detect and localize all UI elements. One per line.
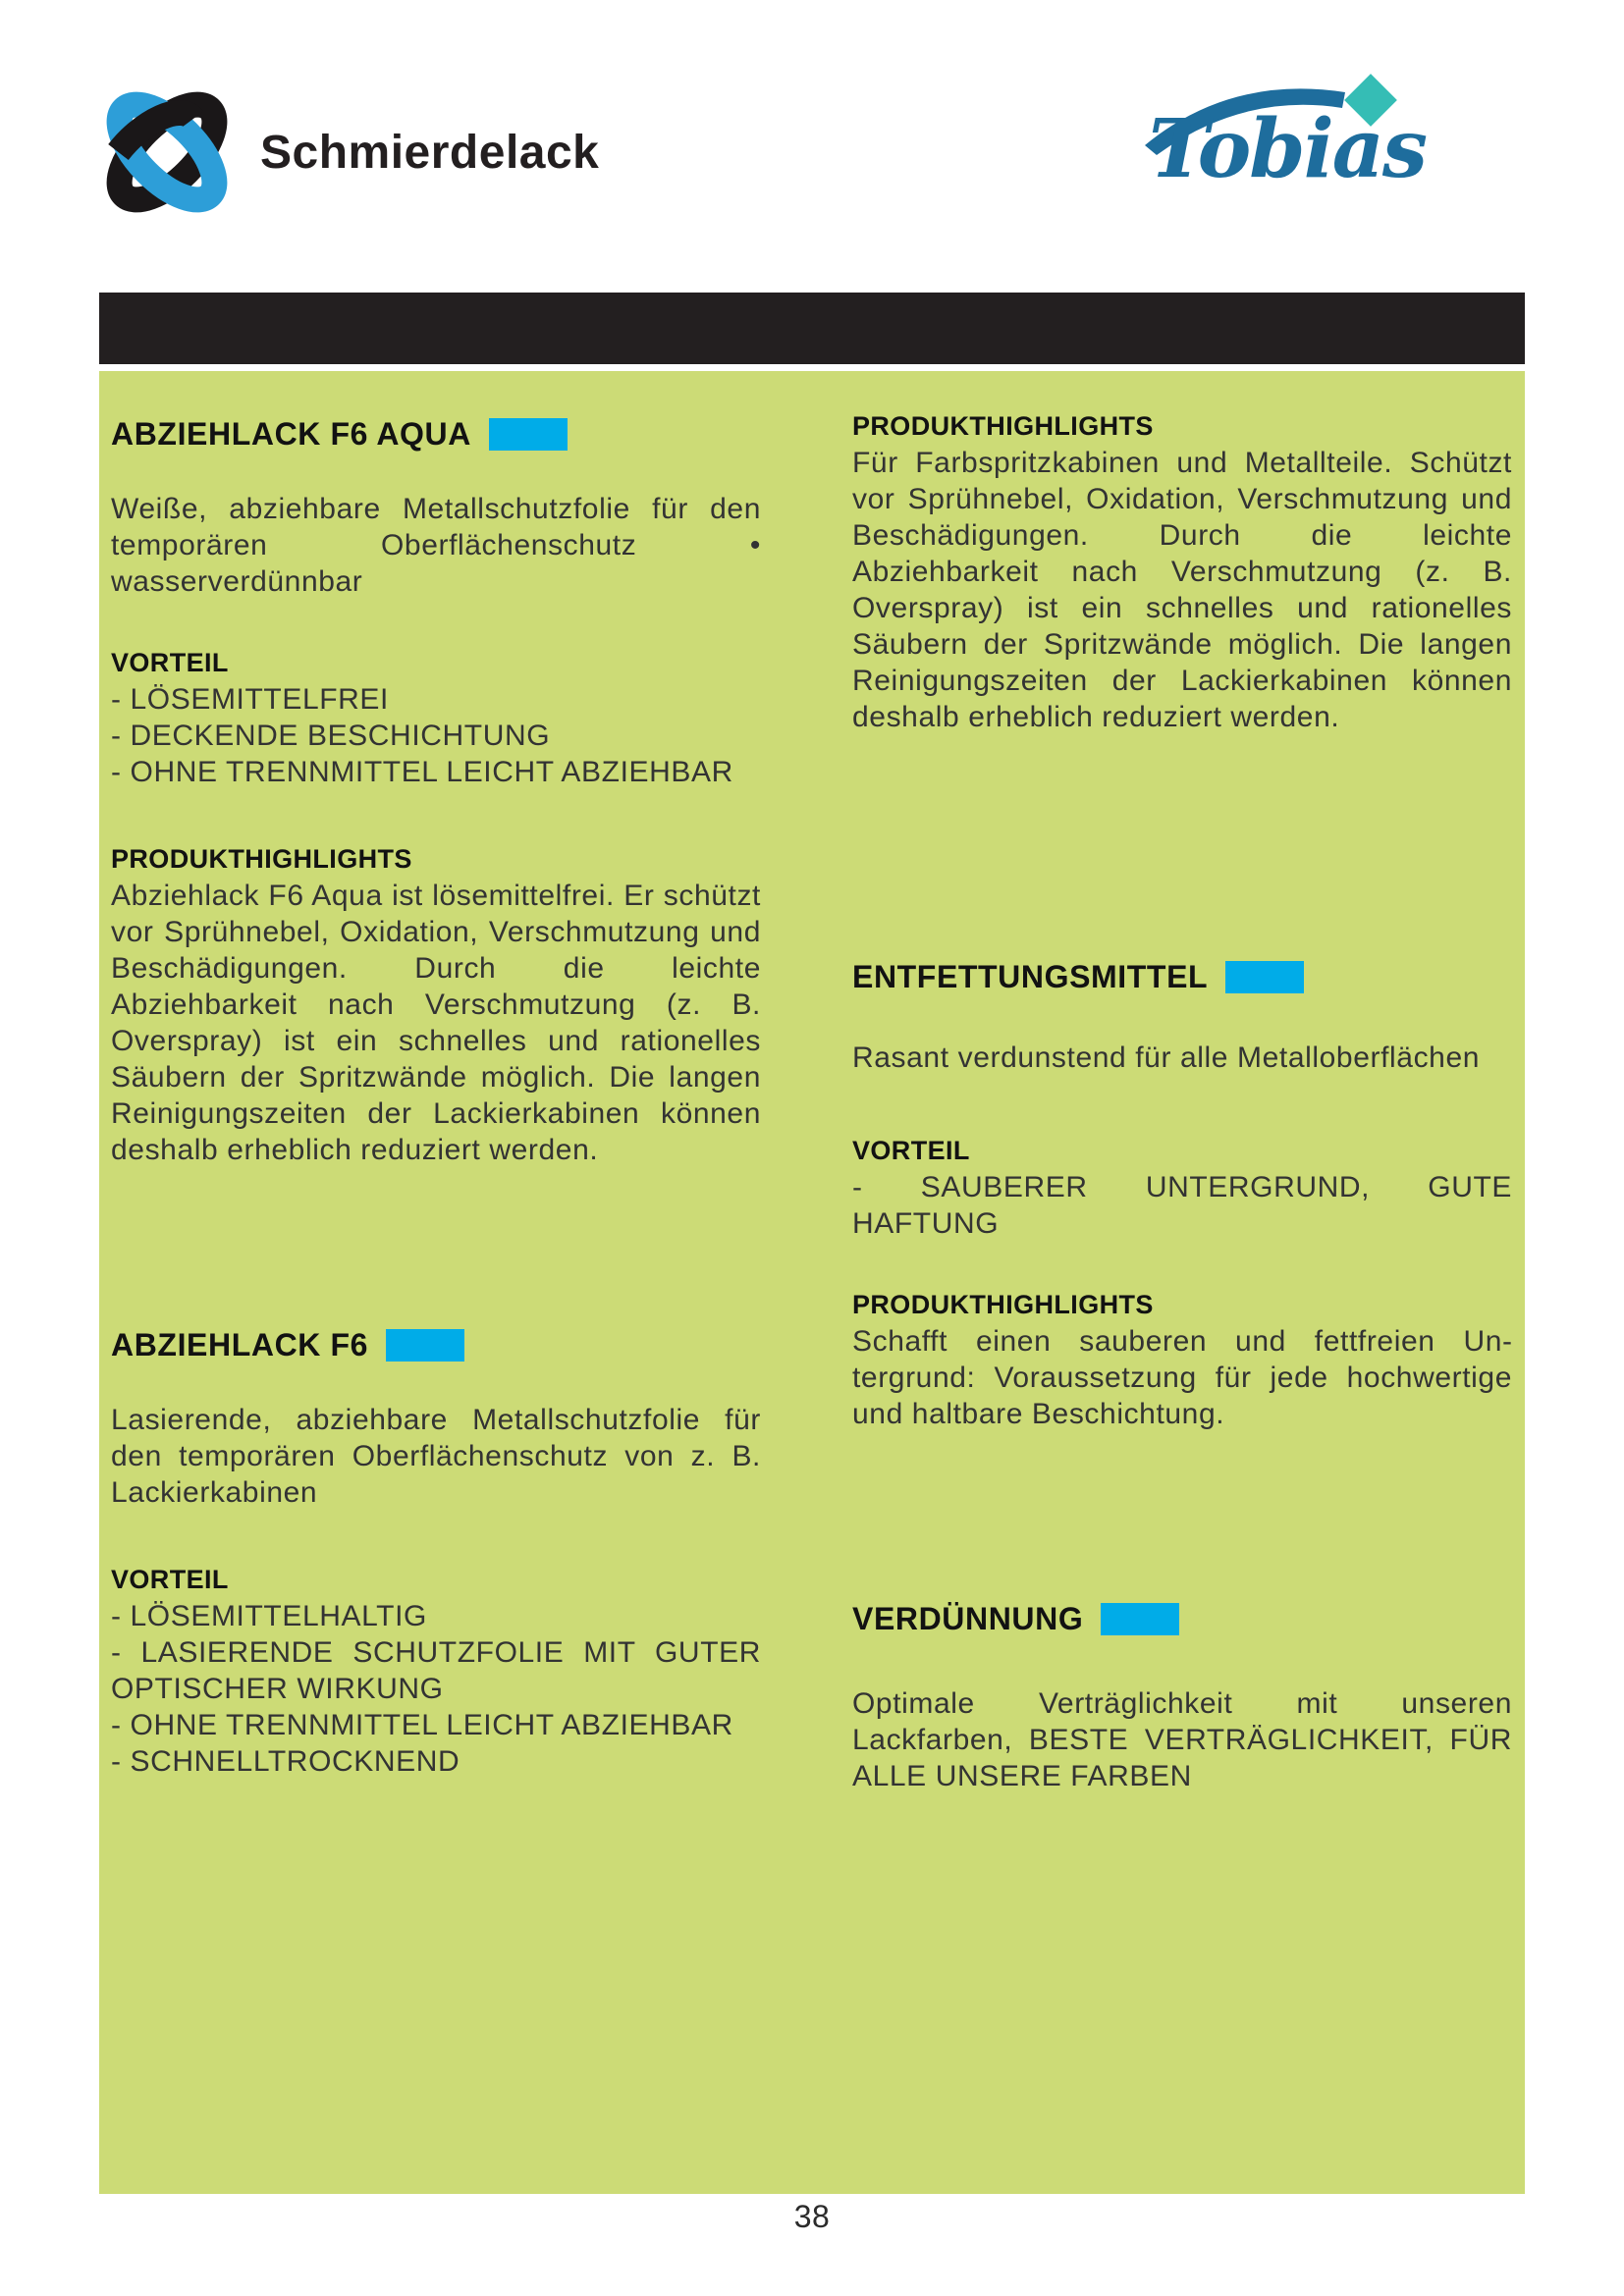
produkthighlights-text: Abziehlack F6 Aqua ist lösemittelfrei. Er schützt vor Sprühnebel, Oxidation, Verschmutzung und Beschädigungen. Durch die leichte Abziehbarkeit nach Verschmutzung (z. B. Overspray) ist ein schnelles und rationelles Säubern der Spritzwände möglich. Die langen Reinigungszeiten der Lackierkabinen können deshalb erheblich reduziert werden. <box>111 880 761 1166</box>
produkthighlights-text: Für Farbspritzkabinen und Metallteile. Schützt vor Sprühnebel, Oxidation, Verschmutzung und Beschädigungen. Durch die leichte Abziehbarkeit nach Verschmutzung (z. B. Overspray) ist ein schnelles und rationelles Säubern der Spritzwände möglich. Die langen Reinigungszeiten der Lackierkabinen können deshalb erheblich reduziert werden. <box>852 447 1512 733</box>
brand-name: Schmierdelack <box>260 126 600 179</box>
product-intro: Lasierende, abziehbare Metallschutzfolie für den temporären Oberflächenschutz von z. B. Lackierkabinen <box>111 1404 761 1509</box>
product-intro: Weiße, abziehbare Metallschutzfolie für den temporären Oberflächenschutz • wasserverdünnbar <box>111 493 761 598</box>
product-header-abziehlack-f6-aqua <box>111 414 761 454</box>
vorteil-heading: VORTEIL <box>111 648 229 677</box>
schmierdelack-logo-icon <box>93 79 241 226</box>
color-swatch <box>1101 1603 1179 1635</box>
produkthighlights-text: Schafft einen sauberen und fettfreien Untergrund: Voraussetzung für jede hochwertige und haltbare Beschichtung. <box>852 1325 1512 1430</box>
color-swatch <box>1225 961 1304 993</box>
page-number: 38 <box>793 2199 831 2234</box>
color-swatch <box>489 418 568 451</box>
list-item: - LÖSEMITTELHALTIG <box>111 1600 427 1632</box>
list-item: - OHNE TRENNMITTEL LEICHT ABZIEHBAR <box>111 1709 733 1741</box>
produkthighlights-heading: PRODUKTHIGHLIGHTS <box>852 1290 1154 1319</box>
section-divider-bar <box>99 293 1525 364</box>
vorteil-heading: VORTEIL <box>111 1565 229 1594</box>
vorteil-list <box>852 1169 1512 1242</box>
list-item: - LASIERENDE SCHUTZFOLIE MIT GUTER OPTISCHER WIRKUNG <box>111 1636 761 1705</box>
color-swatch <box>386 1329 464 1362</box>
product-intro: Optimale Verträglichkeit mit unseren Lackfarben, BESTE VERTRÄGLICHKEIT, FÜR ALLE UNSERE FARBEN <box>852 1687 1512 1792</box>
product-title: ABZIEHLACK F6 AQUA <box>111 416 471 452</box>
schmierdelack-logo <box>93 79 599 226</box>
vorteil-list <box>111 681 761 790</box>
list-item: - OHNE TRENNMITTEL LEICHT ABZIEHBAR <box>111 756 733 788</box>
tobias-wordmark: Tobias <box>1149 102 1427 194</box>
tobias-logo <box>1137 65 1490 199</box>
list-item: - LÖSEMITTELFREI <box>111 683 389 716</box>
product-header-entfettungsmittel <box>852 957 1512 996</box>
left-column <box>111 371 761 1780</box>
content-panel <box>99 371 1525 2194</box>
list-item: - SCHNELLTROCKNEND <box>111 1745 460 1778</box>
list-item: - SAUBERER UNTERGRUND, GUTE HAFTUNG <box>852 1171 1512 1240</box>
list-item: - DECKENDE BESCHICHTUNG <box>111 720 551 752</box>
vorteil-heading: VORTEIL <box>852 1136 970 1165</box>
tobias-logo-graphic <box>1137 65 1490 194</box>
product-title: ENTFETTUNGSMITTEL <box>852 959 1209 994</box>
vorteil-list <box>111 1598 761 1780</box>
produkthighlights-heading: PRODUKTHIGHLIGHTS <box>111 844 412 874</box>
product-title: VERDÜNNUNG <box>852 1601 1084 1636</box>
produkthighlights-heading: PRODUKTHIGHLIGHTS <box>852 411 1154 441</box>
product-header-verduennung <box>852 1599 1512 1638</box>
right-column <box>852 371 1512 1794</box>
product-intro: Rasant verdunstend für alle Metalloberflächen <box>852 1041 1481 1074</box>
product-header-abziehlack-f6 <box>111 1325 761 1364</box>
product-title: ABZIEHLACK F6 <box>111 1327 369 1362</box>
